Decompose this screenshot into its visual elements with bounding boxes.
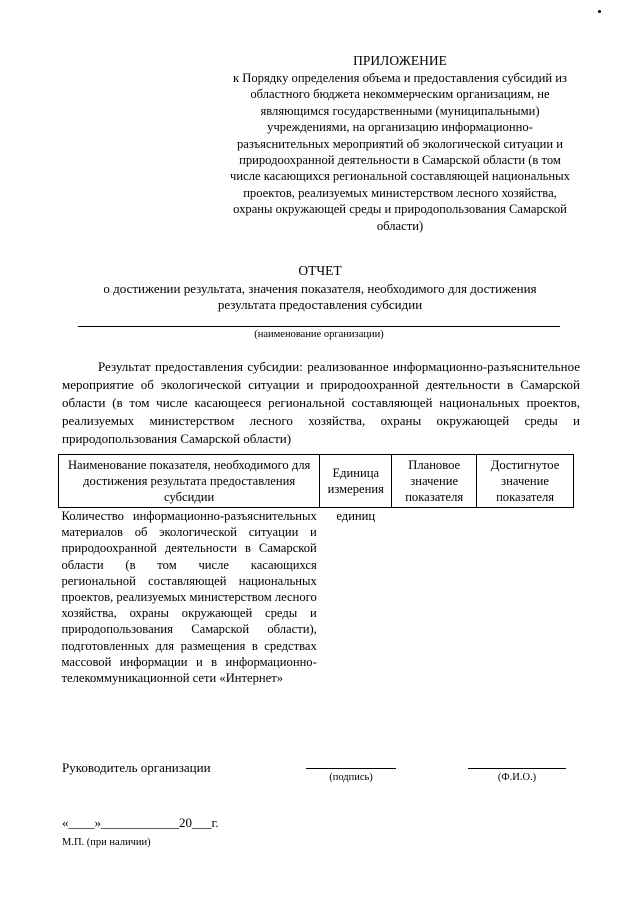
indicator-table: [58, 454, 574, 686]
achieved-value-cell: [477, 508, 574, 687]
date-line: «____»____________20___г.: [62, 815, 219, 830]
scan-dot: [598, 10, 601, 13]
full-name-caption: (Ф.И.О.): [497, 772, 537, 783]
appendix-block: [230, 52, 570, 234]
report-title: ОТЧЕТ: [298, 263, 342, 278]
organization-name-line: [78, 326, 560, 327]
header-unit: Единица измерения: [320, 455, 392, 508]
appendix-text: к Порядку определения объема и предоставления субсидий из областного бюджета некоммерческим организациям, не являющимся государственными (муниципальными) учреждениями, на организацию информационно-разъяснительных мероприятий об экологической ситуации и природоохранной деятельности в Самарской области (в том числе касающихся региональной составляющей национальных проектов, реализуемых министерством лесного хозяйства, охраны окружающей среды и природопользования Самарской области): [230, 71, 570, 233]
signature-caption: (подпись): [329, 772, 373, 783]
full-name-line: [468, 768, 566, 769]
table-header-row: [59, 455, 574, 508]
stamp-note: М.П. (при наличии): [62, 837, 151, 848]
table-row: [59, 508, 574, 687]
unit-cell: единиц: [336, 509, 376, 523]
head-of-organization-label: Руководитель организации: [62, 760, 211, 775]
organization-name-caption: (наименование организации): [254, 329, 384, 340]
indicator-name-cell: Количество информационно-разъяснительных материалов об экологической ситуации и природоохранной деятельности в Самарской области (в том числе касающихся региональной составляющей национальных проектов, реализуемых министерством лесного хозяйства, охраны окружающей среды и природопользования Самарской области), подготовленных для размещения в средствах массовой информации и в информационно-телекоммуникационной сети «Интернет»: [61, 509, 317, 686]
header-indicator-name: Наименование показателя, необходимого для достижения результата предоставления субсидии: [59, 455, 320, 508]
header-planned: Плановое значение показателя: [392, 455, 477, 508]
signature-line: [306, 768, 396, 769]
header-achieved: Достигнутое значение показателя: [477, 455, 574, 508]
result-paragraph: Результат предоставления субсидии: реализованное информационно-разъяснительное мероприятие об экологической ситуации и природоохранной деятельности в Самарской области (в том числе касающееся региональной составляющей национальных проектов, реализуемых министерством лесного хозяйства, охраны окружающей среды и природопользования Самарской области): [62, 359, 580, 446]
report-subtitle: о достижении результата, значения показателя, необходимого для достижения результата предоставления субсидии: [103, 281, 537, 312]
planned-value-cell: [392, 508, 477, 687]
appendix-title: ПРИЛОЖЕНИЕ: [353, 53, 447, 68]
